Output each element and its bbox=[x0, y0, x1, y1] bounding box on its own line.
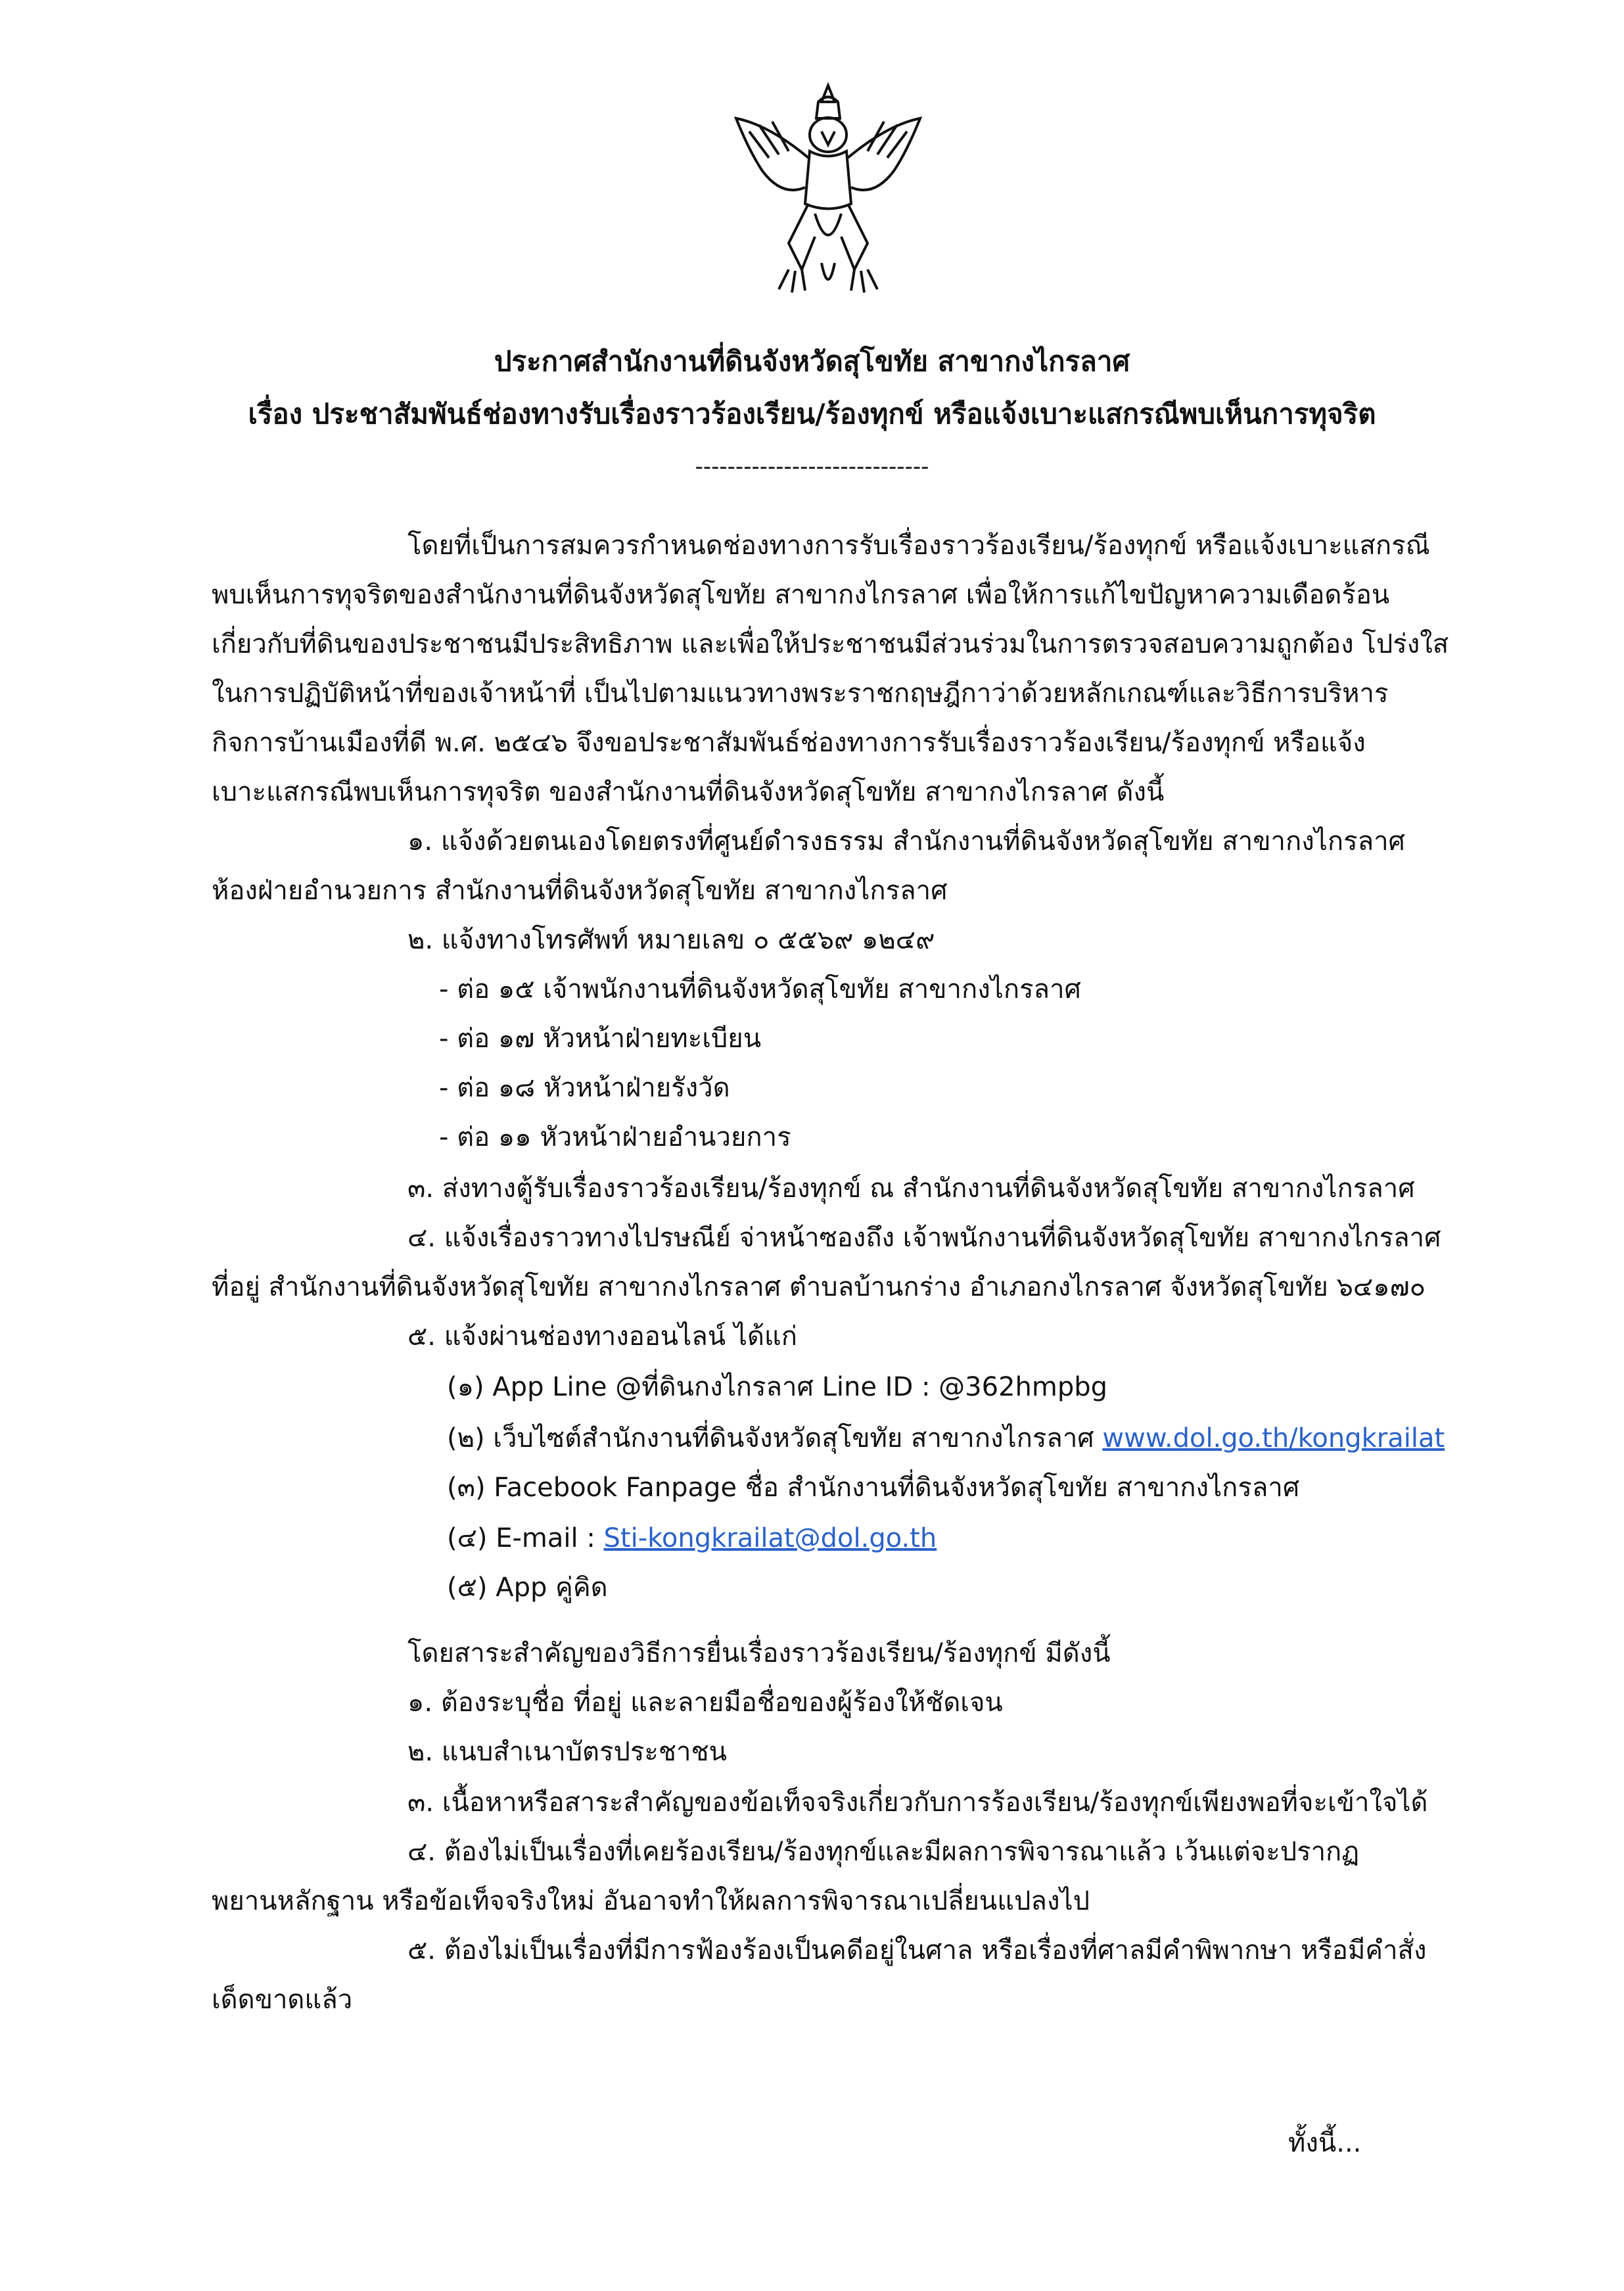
garuda-emblem-icon bbox=[723, 72, 933, 309]
requirements-heading: โดยสาระสำคัญของวิธีการยื่นเรื่องราวร้องเรียน/ร้องทุกข์ มีดังนี้ bbox=[407, 1638, 1111, 1668]
channel-2-phone: ๒. แจ้งทางโทรศัพท์ หมายเลข ๐ ๕๕๖๙ ๑๒๔๙ bbox=[407, 925, 935, 955]
phone-ext-4: - ต่อ ๑๑ หัวหน้าฝ่ายอำนวยการ bbox=[439, 1122, 791, 1152]
online-app-kookit: (๕) App คู่คิด bbox=[447, 1572, 608, 1603]
phone-ext-1: - ต่อ ๑๕ เจ้าพนักงานที่ดินจังหวัดสุโขทัย สาขากงไกรลาศ bbox=[439, 974, 1081, 1004]
channel-4-line-2: ที่อยู่ สำนักงานที่ดินจังหวัดสุโขทัย สาขากงไกรลาศ ตำบลบ้านกร่าง อำเภอกงไกรลาศ จังหวัดสุโขทัย ๖๔๑๗๐ bbox=[212, 1272, 1426, 1302]
announcement-title: ประกาศสำนักงานที่ดินจังหวัดสุโขทัย สาขากงไกรลาศ bbox=[494, 345, 1130, 377]
channel-1-line-1: ๑. แจ้งด้วยตนเองโดยตรงที่ศูนย์ดำรงธรรม สำนักงานที่ดินจังหวัดสุโขทัย สาขากงไกรลาศ bbox=[407, 826, 1405, 857]
intro-line-2: พบเห็นการทุจริตของสำนักงานที่ดินจังหวัดสุโขทัย สาขากงไกรลาศ เพื่อให้การแก้ไขปัญหาความเดือดร้อน bbox=[212, 580, 1390, 610]
requirement-1: ๑. ต้องระบุชื่อ ที่อยู่ และลายมือชื่อของผู้ร้องให้ชัดเจน bbox=[407, 1688, 1003, 1718]
intro-line-5: กิจการบ้านเมืองที่ดี พ.ศ. ๒๕๔๖ จึงขอประชาสัมพันธ์ช่องทางการรับเรื่องราวร้องเรียน/ร้องทุกข์ หรือแจ้ง bbox=[212, 728, 1366, 758]
phone-ext-3: - ต่อ ๑๘ หัวหน้าฝ่ายรังวัด bbox=[439, 1073, 730, 1103]
requirement-4-line-2: พยานหลักฐาน หรือข้อเท็จจริงใหม่ อันอาจทำให้ผลการพิจารณาเปลี่ยนแปลงไป bbox=[212, 1886, 1090, 1916]
requirement-4-line-1: ๔. ต้องไม่เป็นเรื่องที่เคยร้องเรียน/ร้องทุกข์และมีผลการพิจารณาแล้ว เว้นแต่จะปรากฏ bbox=[407, 1837, 1360, 1867]
intro-line-3: เกี่ยวกับที่ดินของประชาชนมีประสิทธิภาพ และเพื่อให้ประชาชนมีส่วนร่วมในการตรวจสอบความถูกต้อง โปร่งใส bbox=[212, 629, 1449, 659]
website-link[interactable]: www.dol.go.th/kongkrailat bbox=[1102, 1423, 1445, 1453]
channel-1-line-2: ห้องฝ่ายอำนวยการ สำนักงานที่ดินจังหวัดสุโขทัย สาขากงไกรลาศ bbox=[212, 876, 948, 906]
requirement-5-line-1: ๕. ต้องไม่เป็นเรื่องที่มีการฟ้องร้องเป็นคดีอยู่ในศาล หรือเรื่องที่ศาลมีคำพิพากษา หรือมีคำสั่ง bbox=[407, 1935, 1427, 1966]
requirement-2: ๒. แนบสำเนาบัตรประชาชน bbox=[407, 1737, 727, 1767]
announcement-subject: เรื่อง ประชาสัมพันธ์ช่องทางรับเรื่องราวร้องเรียน/ร้องทุกข์ หรือแจ้งเบาะแสกรณีพบเห็นการทุจริต bbox=[248, 398, 1376, 430]
channel-5-online: ๕. แจ้งผ่านช่องทางออนไลน์ ได้แก่ bbox=[407, 1321, 797, 1352]
channel-3-box: ๓. ส่งทางตู้รับเรื่องราวร้องเรียน/ร้องทุกข์ ณ สำนักงานที่ดินจังหวัดสุโขทัย สาขากงไกรลาศ bbox=[407, 1173, 1415, 1204]
online-email-label: (๔) E-mail : bbox=[447, 1523, 604, 1553]
continuation-marker: ทั้งนี้... bbox=[1288, 2128, 1362, 2158]
intro-line-4: ในการปฏิบัติหน้าที่ของเจ้าหน้าที่ เป็นไปตามแนวทางพระราชกฤษฎีกาว่าด้วยหลักเกณฑ์และวิธีการบริหาร bbox=[212, 678, 1389, 709]
online-line-app: (๑) App Line @ที่ดินกงไกรลาศ Line ID : @362hmpbg bbox=[447, 1372, 1107, 1402]
title-divider: ----------------------------- bbox=[695, 454, 929, 480]
online-email-row bbox=[447, 1519, 937, 1558]
phone-ext-2: - ต่อ ๑๗ หัวหน้าฝ่ายทะเบียน bbox=[439, 1024, 762, 1054]
intro-line-1: โดยที่เป็นการสมควรกำหนดช่องทางการรับเรื่องราวร้องเรียน/ร้องทุกข์ หรือแจ้งเบาะแสกรณี bbox=[407, 531, 1430, 561]
requirement-3: ๓. เนื้อหาหรือสาระสำคัญของข้อเท็จจริงเกี่ยวกับการร้องเรียน/ร้องทุกข์เพียงพอที่จะเข้าใจได้ bbox=[407, 1787, 1428, 1818]
intro-line-6: เบาะแสกรณีพบเห็นการทุจริต ของสำนักงานที่ดินจังหวัดสุโขทัย สาขากงไกรลาศ ดังนี้ bbox=[212, 777, 1165, 807]
online-website-label: (๒) เว็บไซต์สำนักงานที่ดินจังหวัดสุโขทัย สาขากงไกรลาศ bbox=[447, 1423, 1103, 1453]
online-website-row bbox=[447, 1419, 1445, 1458]
email-link[interactable]: Sti-kongkrailat@dol.go.th bbox=[603, 1523, 937, 1553]
online-facebook: (๓) Facebook Fanpage ชื่อ สำนักงานที่ดินจังหวัดสุโขทัย สาขากงไกรลาศ bbox=[447, 1473, 1300, 1503]
channel-4-line-1: ๔. แจ้งเรื่องราวทางไปรษณีย์ จ่าหน้าซองถึง เจ้าพนักงานที่ดินจังหวัดสุโขทัย สาขากงไกรลาศ bbox=[407, 1223, 1441, 1253]
requirement-5-line-2: เด็ดขาดแล้ว bbox=[212, 1985, 353, 2015]
